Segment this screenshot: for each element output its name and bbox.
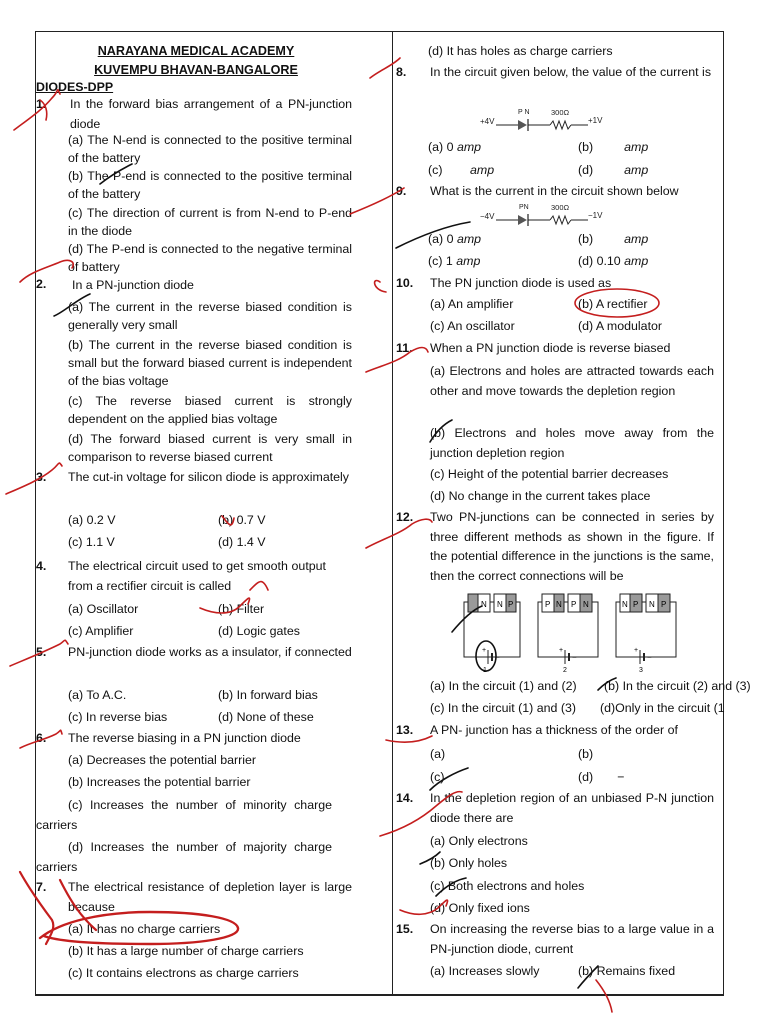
svg-text:+: + [559, 647, 564, 654]
circuit-diagram [478, 201, 618, 227]
option[interactable]: (a) Decreases the potential barrier [68, 753, 257, 767]
question-number: 3. [36, 470, 47, 484]
question-text: In the forward bias arrangement of a PN-junction diode [70, 97, 352, 131]
question-number: 11. [396, 341, 413, 355]
option[interactable]: (a) The N-end is connected to the positive terminal of the battery [68, 133, 352, 165]
question-number: 14. [396, 791, 414, 805]
option[interactable]: (b) Only holes [430, 856, 508, 870]
question-number: 6. [36, 731, 47, 745]
option[interactable]: (b) 0.7 V [218, 513, 266, 527]
svg-text:+: + [634, 647, 639, 654]
question-text: On increasing the reverse bias to a large value in a PN-junction diode, current [430, 922, 714, 956]
option[interactable]: (d) Logic gates [218, 624, 300, 638]
junction-figure [462, 590, 684, 676]
question-text: The PN junction diode is used as [430, 276, 612, 290]
section-title: DIODES-DPP [36, 80, 114, 94]
question-text: The electrical resistance of depletion layer is large because [68, 880, 352, 914]
option[interactable]: (c) The reverse biased current is strongly dependent on the applied bias voltage [68, 394, 352, 426]
option[interactable]: (a) In the circuit (1) and (2) [430, 679, 577, 693]
question-text: What is the current in the circuit shown below [430, 184, 679, 198]
option[interactable]: (d) The forward biased current is very small in comparison to reverse biased current [68, 432, 352, 464]
option[interactable]: (c) An oscillator [430, 319, 515, 333]
terminal-label: −4V [480, 212, 495, 221]
option[interactable]: (a) To A.C. [68, 688, 127, 702]
option[interactable]: (b) The current in the reverse biased condition is small but the forward biased current is independent of the bias voltage [68, 338, 352, 388]
option[interactable]: (d) − [578, 770, 625, 784]
column-divider [392, 31, 393, 996]
diode-label: PN [519, 204, 529, 211]
option[interactable]: (a) An amplifier [430, 297, 514, 311]
option[interactable]: (c) Both electrons and holes [430, 879, 585, 893]
option[interactable]: (b) Increases the potential barrier [68, 775, 251, 789]
option[interactable]: (a) It has no charge carriers [68, 922, 221, 936]
option[interactable]: (b) The P-end is connected to the positive terminal of the battery [68, 169, 352, 201]
diode-symbol [518, 215, 527, 225]
option[interactable]: (b) amp [578, 232, 649, 246]
option[interactable]: (b) Filter [218, 602, 265, 616]
option[interactable]: (b) In forward bias [218, 688, 318, 702]
option[interactable]: (d) The P-end is connected to the negative terminal of battery [68, 242, 352, 274]
question-text: In the circuit given below, the value of the current is [430, 65, 712, 79]
svg-text:−: − [495, 653, 500, 662]
svg-text:−: − [572, 653, 577, 662]
circuit-number: 3 [639, 667, 643, 674]
question-number: 2. [36, 277, 47, 291]
question-number: 1. [36, 97, 47, 111]
option[interactable]: (c) Increases the number of minority charge carriers [36, 798, 332, 832]
option[interactable]: (b) In the circuit (2) and (3) [604, 679, 751, 693]
svg-text:N: N [556, 600, 562, 609]
option[interactable]: (c) 1.1 V [68, 535, 115, 549]
option[interactable]: (c) It contains electrons as charge carriers [68, 966, 299, 980]
branch-name: KUVEMPU BHAVAN-BANGALORE [94, 63, 298, 77]
terminal-label: −1V [588, 211, 603, 220]
option[interactable]: (d) Only fixed ions [430, 901, 530, 915]
option[interactable]: (c) In the circuit (1) and (3) [430, 701, 576, 715]
question-text: PN-junction diode works as a insulator, if connected [68, 645, 352, 659]
option[interactable]: (a) Oscillator [68, 602, 139, 616]
circuit-number: 1 [483, 667, 487, 674]
option[interactable]: (b) A rectifier [578, 297, 648, 311]
svg-text:P: P [545, 600, 551, 609]
option[interactable]: (b) [578, 747, 594, 761]
svg-text:N: N [583, 600, 589, 609]
question-number: 12. [396, 510, 414, 524]
option[interactable]: (b) Electrons and holes move away from the junction depletion region [430, 426, 714, 460]
resistor-symbol [550, 216, 571, 224]
option[interactable]: (d) 1.4 V [218, 535, 266, 549]
diode-label: P N [518, 109, 530, 116]
question-text: Two PN-junctions can be connected in series by three different methods as shown in the figure. If the potential difference in the junctions is the same, then the correct connections will be [430, 510, 714, 583]
option[interactable]: (a) Electrons and holes are attracted towards each other and move towards the depletion region [430, 364, 714, 398]
question-number: 13. [396, 723, 414, 737]
option[interactable]: (b) amp [578, 140, 649, 154]
question-number: 5. [36, 645, 47, 659]
option[interactable]: (d) It has holes as charge carriers [428, 44, 613, 58]
question-number: 15. [396, 922, 414, 936]
svg-text:+: + [482, 647, 487, 654]
svg-text:N: N [481, 600, 487, 609]
option[interactable]: (a) 0 amp [428, 140, 482, 154]
option[interactable]: (d) A modulator [578, 319, 663, 333]
option[interactable]: (c) amp [428, 163, 495, 177]
terminal-label: +1V [588, 116, 603, 125]
option[interactable]: (c) In reverse bias [68, 710, 168, 724]
option[interactable]: (c) Height of the potential barrier decreases [430, 467, 669, 481]
question-text: The cut-in voltage for silicon diode is approximately [68, 470, 349, 484]
option[interactable]: (a) 0 amp [428, 232, 482, 246]
svg-text:P: P [633, 600, 639, 609]
question-text: A PN- junction has a thickness of the order of [430, 723, 678, 737]
svg-text:P: P [571, 600, 577, 609]
diode-symbol [518, 120, 527, 130]
option[interactable]: (a) Increases slowly [430, 964, 540, 978]
option[interactable]: (c) Amplifier [68, 624, 134, 638]
terminal-label: +4V [480, 117, 495, 126]
option[interactable]: (a) [430, 747, 446, 761]
question-text: In the depletion region of an unbiased P-N junction diode there are [430, 791, 714, 825]
svg-text:−: − [647, 653, 652, 662]
option[interactable]: (a) The current in the reverse biased condition is generally very small [68, 300, 352, 332]
circuit-diagram [478, 106, 618, 132]
option[interactable]: (d) None of these [218, 710, 314, 724]
option[interactable]: (d) 0.10 amp [578, 254, 649, 268]
svg-text:P: P [508, 600, 514, 609]
svg-text:P: P [661, 600, 667, 609]
svg-text:N: N [497, 600, 503, 609]
resistor-label: 300Ω [551, 203, 570, 212]
question-number: 7. [36, 880, 47, 894]
question-text: The electrical circuit used to get smooth output from a rectifier circuit is called [68, 559, 326, 593]
option[interactable]: (d)Only in the circuit (1 [600, 701, 725, 715]
question-text: When a PN junction diode is reverse biased [430, 341, 671, 355]
institute-name: NARAYANA MEDICAL ACADEMY [97, 44, 295, 58]
option[interactable]: (c) The direction of current is from N-end to P-end in the diode [68, 206, 352, 238]
option[interactable]: (b) Remains fixed [578, 964, 676, 978]
option[interactable]: (a) 0.2 V [68, 513, 116, 527]
option[interactable]: (d) amp [578, 163, 649, 177]
svg-text:N: N [622, 600, 628, 609]
question-text: In a PN-junction diode [72, 278, 194, 292]
option[interactable]: (a) Only electrons [430, 834, 528, 848]
option[interactable]: (d) No change in the current takes place [430, 489, 651, 503]
resistor-symbol [550, 121, 571, 129]
question-text: The reverse biasing in a PN junction diode [68, 731, 301, 745]
question-number: 8. [396, 65, 407, 79]
question-number: 9. [396, 184, 407, 198]
question-number: 4. [36, 559, 47, 573]
option[interactable]: (b) It has a large number of charge carriers [68, 944, 304, 958]
resistor-label: 300Ω [551, 108, 570, 117]
option[interactable]: (c) 1 amp [428, 254, 481, 268]
svg-text:N: N [649, 600, 655, 609]
option[interactable]: (c) [430, 770, 445, 784]
option[interactable]: (d) Increases the number of majority charge carriers [36, 840, 332, 874]
circuit-number: 2 [563, 667, 567, 674]
question-number: 10. [396, 276, 414, 290]
